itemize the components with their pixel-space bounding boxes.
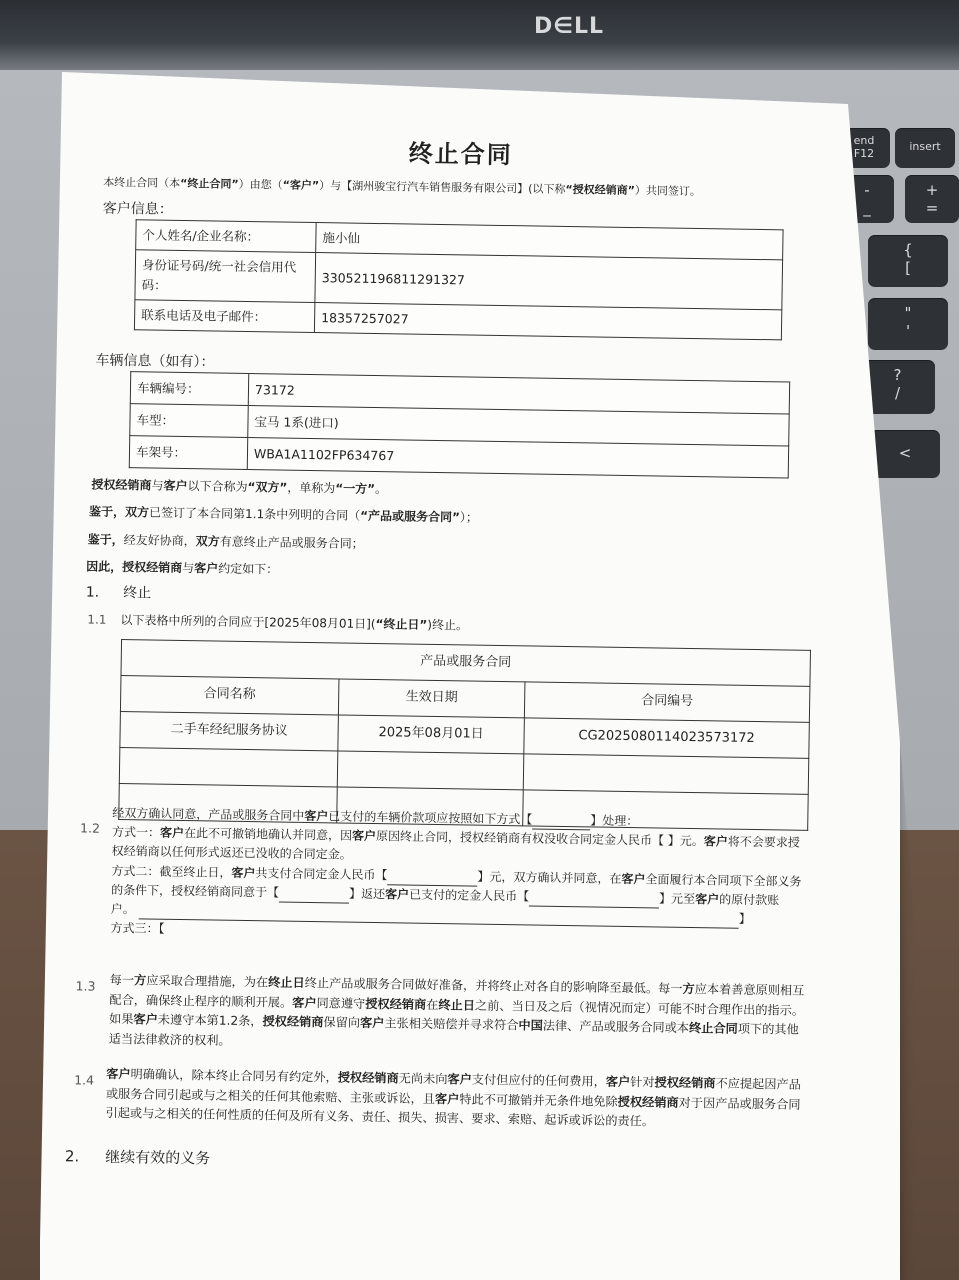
table-caption: 产品或服务合同 (121, 640, 810, 687)
whereas-paragraph-2: 鉴于，经友好协商，双方有意终止产品或服务合同； (87, 532, 364, 551)
header-contract-number: 合同编号 (524, 682, 810, 722)
customer-info-table (134, 219, 784, 340)
empty-cell (523, 754, 809, 794)
clause-1-3-line: 适当法律救济的权利。 (108, 1031, 231, 1048)
row-label: 联系电话及电子邮件： (134, 300, 314, 333)
cell-effective-date: 2025年08月01日 (338, 715, 525, 754)
clause-1-2-line: 方式二：截至终止日，客户共支付合同定金人民币【 】元，双方确认并同意，在客户全面履行本合同项下全部义务 (111, 863, 802, 889)
section-2-heading: 2. 继续有效的义务 (64, 1147, 211, 1168)
key-insert: insert (895, 128, 955, 168)
row-value: 18357257027 (314, 303, 781, 340)
clause-1-3 (109, 971, 880, 1061)
clause-1-4 (105, 1065, 881, 1136)
laptop-logo: D∈LL (534, 14, 605, 39)
clause-1-3-line: 每一方应采取合理措施，为在终止日终止产品或服务合同做好准备，并将终止对各自的影响降至最低。每一方应本着善意原则相互 (109, 972, 805, 998)
clause-1-2-line: 户。】 (111, 900, 871, 931)
empty-cell (119, 748, 338, 787)
row-label: 身份证号码/统一社会信用代码： (135, 250, 316, 303)
clause-1-3-line: 如果客户未遵守本第1.2条，授权经销商保留向客户主张相关赔偿并寻求符合中国法律、产品或服务合同或本终止合同项下的其他 (108, 1011, 799, 1037)
parties-paragraph: 授权经销商与客户以下合称为“双方”，单称为“一方”。 (91, 477, 388, 497)
row-label: 车辆编号： (130, 372, 248, 406)
row-value: 73172 (248, 374, 789, 414)
key-minus: - _ (840, 175, 894, 223)
clause-1-2-number: 1.2 (79, 820, 101, 836)
vehicle-info-heading: 车辆信息（如有）： (95, 352, 215, 371)
section-1-heading: 1. 终止 (85, 584, 152, 602)
clause-1-2-line: 方式三：【 (110, 921, 165, 936)
cell-contract-name: 二手车经纪服务协议 (120, 712, 339, 751)
row-label: 车架号： (129, 436, 247, 470)
clause-1-4-line: 客户明确确认，除本终止合同另有约定外，授权经销商无尚未向客户支付但应付的任何费用，客户针对授权经销商不应提起因产品 (106, 1066, 801, 1092)
clause-1-3-line: 配合，确保终止程序的顺利开展。客户同意遵守授权经销商在终止日之前、当日及之后（视情况而定）可能不时合理作出的指示。 (109, 992, 805, 1018)
clause-1-4-line: 或服务合同引起或与之相关的任何其他索赔、主张或诉讼，且客户特此不可撤销并无条件地免除授权经销商对于因产品或服务合同 (105, 1086, 801, 1112)
clause-1-2-line: 权经销商以任何形式返还已没收的合同定金。 (111, 844, 352, 863)
clause-1-3-number: 1.3 (75, 978, 96, 994)
document-title: 终止合同 (408, 139, 513, 170)
row-value: WBA1A1102FP634767 (247, 437, 788, 477)
laptop-lid (0, 0, 959, 70)
key-end: end F12 (838, 128, 890, 168)
cell-contract-number: CG20250801140235731​72 (524, 718, 810, 758)
clause-1-2 (110, 804, 872, 950)
key-left: < (870, 430, 940, 478)
header-effective-date: 生效日期 (338, 679, 525, 718)
key-brace: { [ (868, 235, 948, 287)
empty-cell (337, 751, 524, 790)
row-value: 施小仙 (316, 223, 783, 260)
therefore-paragraph: 因此，授权经销商与客户约定如下： (86, 559, 279, 577)
row-value: 330521196811291327 (315, 253, 783, 310)
key-question: ? / (860, 360, 935, 414)
clause-1-4-number: 1.4 (74, 1072, 95, 1088)
key-plus: + = (905, 175, 959, 223)
key-quote: " ' (868, 298, 948, 350)
row-value: 宝马 1系(进口) (248, 405, 789, 445)
vehicle-info-table (129, 371, 790, 478)
clause-1-2-line: 的条件下，授权经销商同意于【 】返还客户已支付的定金人民币【 】元至客户的原付款账 (111, 882, 780, 908)
clause-1-2-line: 方式一：客户在此不可撤销地确认并同意，因客户原因终止合同，授权经销商有权没收合同定金人民币【 】元。客户将不会要求授 (111, 825, 800, 850)
row-label: 个人姓名/企业名称： (136, 220, 316, 253)
clause-1-4-line: 引起或与之相关的任何性质的任何及所有义务、责任、损失、损害、要求、索赔、起诉或诉讼的责任。 (105, 1105, 655, 1129)
row-label: 车型： (130, 404, 248, 438)
contracts-table (118, 639, 811, 831)
intro-paragraph: 本终止合同（本“终止合同”）由您（“客户”）与【湖州骏宝行汽车销售服务有限公司】(以下称“授权经销商”）共同签订。 (103, 175, 701, 199)
clause-1-1: 1.1 以下表格中所列的合同应于[2025年08月01日](“终止日”)终止。 (87, 612, 469, 633)
clause-1-2-line: 经双方确认同意，产品或服务合同中客户已支付的车辆价款项应按照如下方式【 】处理： (112, 804, 872, 835)
customer-info-heading: 客户信息： (102, 200, 173, 218)
header-contract-name: 合同名称 (120, 676, 339, 715)
whereas-paragraph-1: 鉴于，双方已签订了本合同第1.1条中列明的合同（“产品或服务合同”）； (88, 504, 479, 525)
